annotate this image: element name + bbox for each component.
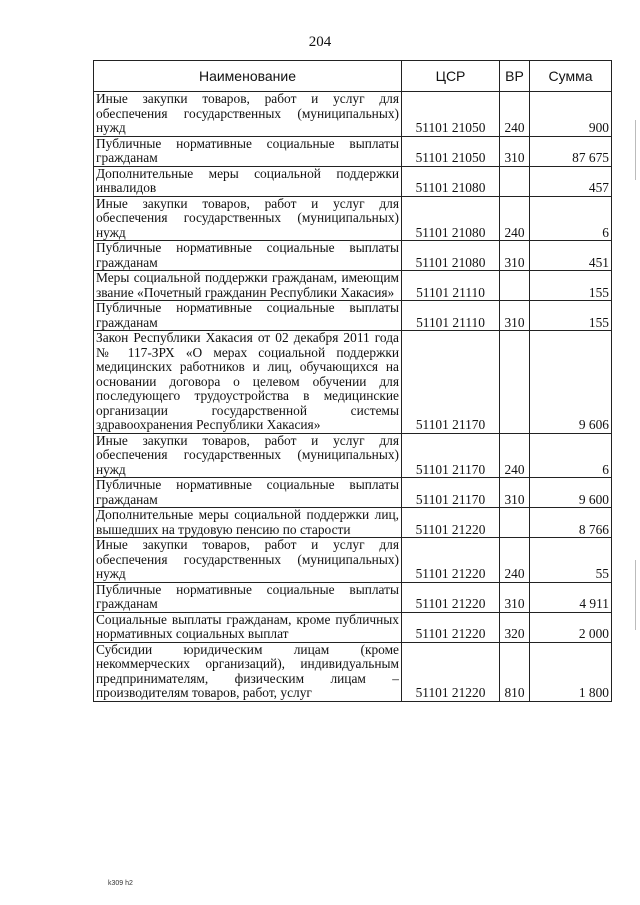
row-csr-cell: 51101 21110 xyxy=(402,271,500,301)
row-vr-cell: 310 xyxy=(500,241,530,271)
row-sum-cell: 457 xyxy=(530,166,612,196)
row-vr-cell xyxy=(500,271,530,301)
header-sum: Сумма xyxy=(530,61,612,92)
row-vr-cell: 810 xyxy=(500,642,530,701)
table-row xyxy=(94,582,612,612)
table-body xyxy=(94,92,612,702)
row-sum-cell: 87 675 xyxy=(530,136,612,166)
table-row xyxy=(94,241,612,271)
row-vr-cell: 240 xyxy=(500,433,530,478)
table-row xyxy=(94,136,612,166)
row-csr-cell: 51101 21220 xyxy=(402,508,500,538)
table-row xyxy=(94,538,612,583)
row-vr-cell: 240 xyxy=(500,92,530,137)
row-vr-cell xyxy=(500,166,530,196)
scan-edge-mark xyxy=(635,560,636,630)
header-vr: ВР xyxy=(500,61,530,92)
row-name-cell: Публичные нормативные социальные выплаты гражданам xyxy=(94,136,402,166)
row-sum-cell: 2 000 xyxy=(530,612,612,642)
row-sum-cell: 900 xyxy=(530,92,612,137)
row-name-cell: Иные закупки товаров, работ и услуг для обеспечения государственных (муниципальных) нужд xyxy=(94,92,402,137)
scan-edge-mark xyxy=(635,120,636,180)
row-sum-cell: 6 xyxy=(530,196,612,241)
row-name-cell: Иные закупки товаров, работ и услуг для обеспечения государственных (муниципальных) нужд xyxy=(94,196,402,241)
row-sum-cell: 9 600 xyxy=(530,478,612,508)
header-name: Наименование xyxy=(94,61,402,92)
row-sum-cell: 155 xyxy=(530,301,612,331)
table-row xyxy=(94,166,612,196)
row-csr-cell: 51101 21050 xyxy=(402,92,500,137)
row-vr-cell: 310 xyxy=(500,301,530,331)
row-sum-cell: 1 800 xyxy=(530,642,612,701)
table-header-row xyxy=(94,61,612,92)
row-name-cell: Публичные нормативные социальные выплаты гражданам xyxy=(94,582,402,612)
row-name-cell: Публичные нормативные социальные выплаты гражданам xyxy=(94,478,402,508)
row-csr-cell: 51101 21170 xyxy=(402,433,500,478)
row-csr-cell: 51101 21170 xyxy=(402,331,500,434)
table-row xyxy=(94,612,612,642)
row-sum-cell: 9 606 xyxy=(530,331,612,434)
row-name-cell: Дополнительные меры социальной поддержки лиц, вышедших на трудовую пенсию по старости xyxy=(94,508,402,538)
table-row xyxy=(94,508,612,538)
row-vr-cell: 240 xyxy=(500,196,530,241)
table-row xyxy=(94,331,612,434)
row-vr-cell: 310 xyxy=(500,582,530,612)
row-vr-cell: 310 xyxy=(500,136,530,166)
row-sum-cell: 55 xyxy=(530,538,612,583)
row-vr-cell: 240 xyxy=(500,538,530,583)
row-csr-cell: 51101 21220 xyxy=(402,538,500,583)
row-sum-cell: 155 xyxy=(530,271,612,301)
row-sum-cell: 6 xyxy=(530,433,612,478)
row-name-cell: Публичные нормативные социальные выплаты гражданам xyxy=(94,301,402,331)
budget-table xyxy=(93,60,612,702)
row-vr-cell: 310 xyxy=(500,478,530,508)
page-number: 204 xyxy=(308,34,332,50)
row-csr-cell: 51101 21170 xyxy=(402,478,500,508)
row-name-cell: Закон Республики Хакасия от 02 декабря 2011 года № 117-ЗРХ «О мерах социальной поддержки медицинских работников и лиц, обучающихся на основании договора о целевом обучении для последующего трудоустройства в медицинские организации государственной системы здравоохранения Республики Хакасия» xyxy=(94,331,402,434)
header-csr: ЦСР xyxy=(402,61,500,92)
row-sum-cell: 4 911 xyxy=(530,582,612,612)
table-row xyxy=(94,92,612,137)
row-csr-cell: 51101 21050 xyxy=(402,136,500,166)
row-csr-cell: 51101 21220 xyxy=(402,582,500,612)
table-row xyxy=(94,433,612,478)
row-csr-cell: 51101 21080 xyxy=(402,241,500,271)
row-name-cell: Меры социальной поддержки гражданам, имеющим звание «Почетный гражданин Республики Хакасия» xyxy=(94,271,402,301)
row-name-cell: Иные закупки товаров, работ и услуг для обеспечения государственных (муниципальных) нужд xyxy=(94,538,402,583)
row-name-cell: Публичные нормативные социальные выплаты гражданам xyxy=(94,241,402,271)
row-name-cell: Социальные выплаты гражданам, кроме публичных нормативных социальных выплат xyxy=(94,612,402,642)
row-vr-cell: 320 xyxy=(500,612,530,642)
table-row xyxy=(94,301,612,331)
row-csr-cell: 51101 21080 xyxy=(402,196,500,241)
row-name-cell: Дополнительные меры социальной поддержки инвалидов xyxy=(94,166,402,196)
row-vr-cell xyxy=(500,508,530,538)
row-vr-cell xyxy=(500,331,530,434)
table-row xyxy=(94,196,612,241)
row-name-cell: Субсидии юридическим лицам (кроме некоммерческих организаций), индивидуальным предпринимателям, физическим лицам – производителям товаров, работ, услуг xyxy=(94,642,402,701)
row-csr-cell: 51101 21220 xyxy=(402,612,500,642)
table-row xyxy=(94,478,612,508)
table-row xyxy=(94,271,612,301)
row-sum-cell: 451 xyxy=(530,241,612,271)
row-sum-cell: 8 766 xyxy=(530,508,612,538)
row-csr-cell: 51101 21080 xyxy=(402,166,500,196)
footer-code: k309 h2 xyxy=(108,880,133,887)
row-csr-cell: 51101 21220 xyxy=(402,642,500,701)
table-row xyxy=(94,642,612,701)
row-csr-cell: 51101 21110 xyxy=(402,301,500,331)
row-name-cell: Иные закупки товаров, работ и услуг для обеспечения государственных (муниципальных) нужд xyxy=(94,433,402,478)
